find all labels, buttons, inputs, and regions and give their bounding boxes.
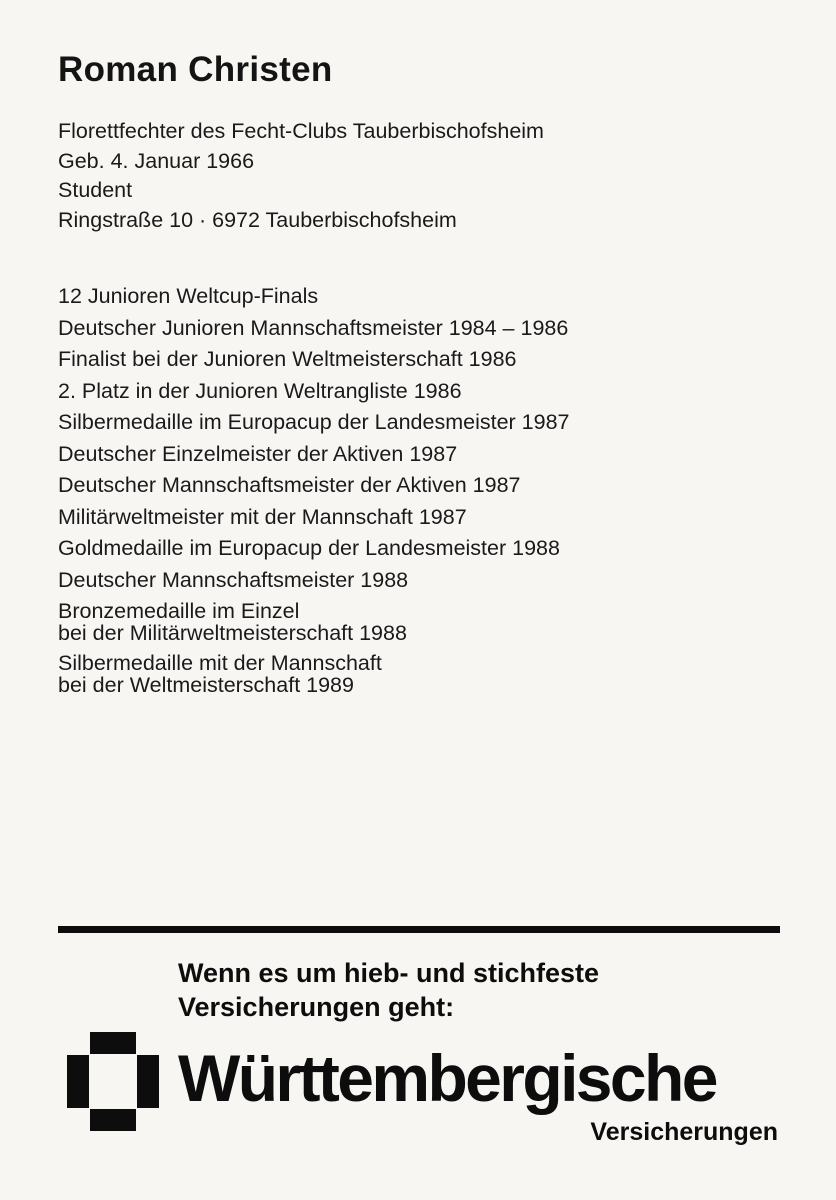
- achievement-item: Militärweltmeister mit der Mannschaft 1987: [58, 504, 467, 529]
- achievement-item: Deutscher Mannschaftsmeister der Aktiven 1987: [58, 473, 521, 497]
- achievement-line: Bronzemedaille im Einzel: [58, 599, 300, 623]
- advert-slogan: [178, 956, 599, 1024]
- achievement-line: Silbermedaille mit der Mannschaft: [58, 651, 382, 675]
- achievement-item: [58, 596, 570, 648]
- achievement-item: Deutscher Einzelmeister der Aktiven 1987: [58, 441, 458, 466]
- achievement-item: Deutscher Mannschaftsmeister 1988: [58, 567, 409, 592]
- detail-club: Florettfechter des Fecht-Clubs Tauberbischofsheim: [58, 119, 544, 143]
- detail-occupation: Student: [58, 178, 133, 202]
- achievement-item: 2. Platz in der Junioren Weltrangliste 1986: [58, 378, 462, 403]
- achievement-item: Deutscher Junioren Mannschaftsmeister 1984 – 1986: [58, 315, 569, 340]
- achievement-list: [58, 281, 570, 700]
- divider-rule: [58, 926, 780, 933]
- athlete-details: [58, 117, 544, 235]
- brand-subtitle: Versicherungen: [590, 1118, 778, 1146]
- achievement-item: Goldmedaille im Europacup der Landesmeister 1988: [58, 536, 560, 560]
- detail-address: Ringstraße 10 · 6972 Tauberbischofsheim: [58, 207, 457, 232]
- achievement-item: Silbermedaille im Europacup der Landesmeister 1987: [58, 410, 570, 434]
- brand-name: Württembergische: [178, 1041, 716, 1115]
- wuerttembergische-cross-logo-icon: [67, 1032, 159, 1131]
- athlete-name: Roman Christen: [58, 50, 333, 89]
- achievement-item: 12 Junioren Weltcup-Finals: [58, 284, 319, 308]
- achievement-line: bei der Militärweltmeisterschaft 1988: [58, 621, 407, 645]
- achievement-item: Finalist bei der Junioren Weltmeisterschaft 1986: [58, 347, 517, 371]
- slogan-line: Wenn es um hieb- und stichfeste: [178, 958, 600, 988]
- detail-birth: Geb. 4. Januar 1966: [58, 148, 255, 173]
- slogan-line: Versicherungen geht:: [178, 992, 455, 1022]
- achievement-line: bei der Weltmeisterschaft 1989: [58, 673, 354, 697]
- achievement-item: [58, 648, 570, 700]
